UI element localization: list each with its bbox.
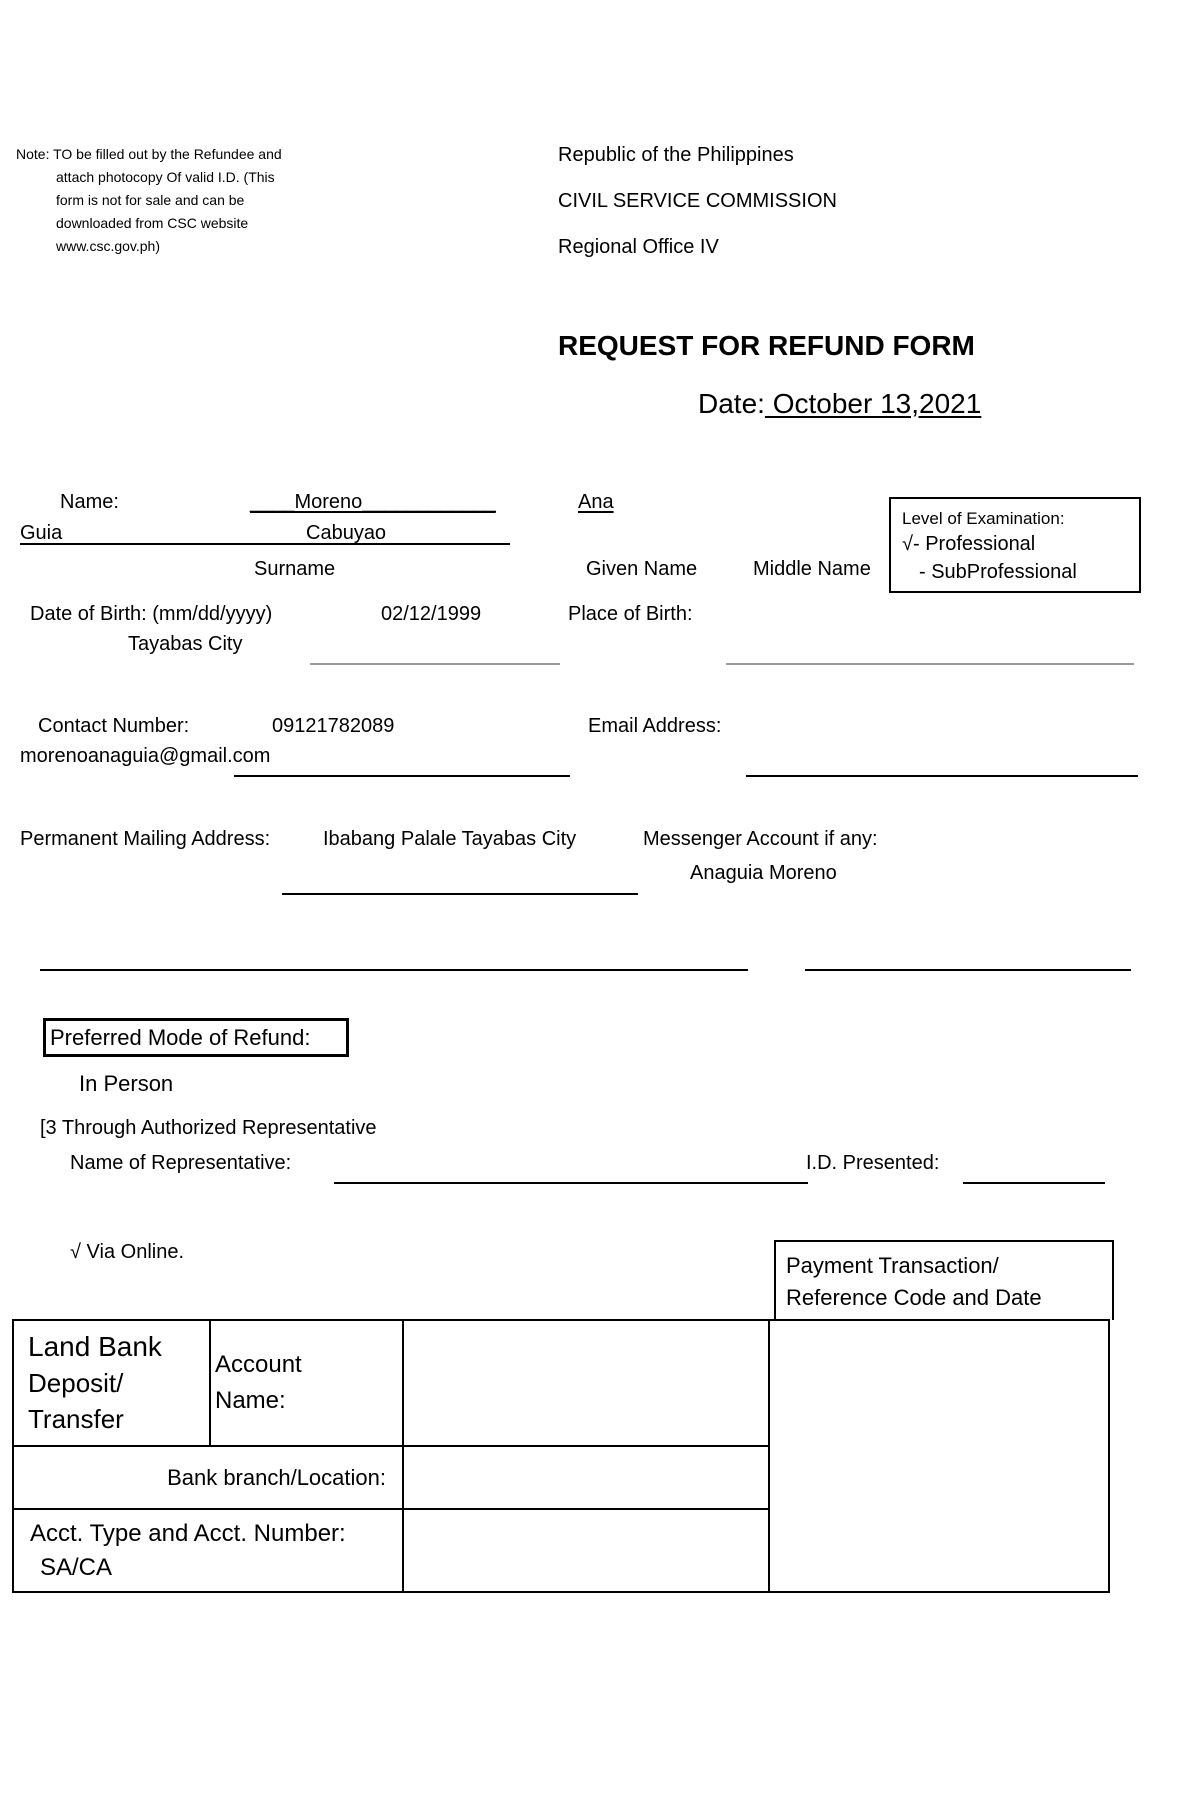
messenger-value: Anaguia Moreno: [690, 862, 837, 884]
land-bank-line: Deposit/: [28, 1368, 124, 1398]
account-name-line: Name:: [215, 1387, 286, 1414]
instruction-note: [16, 143, 282, 258]
examination-level-box: [889, 497, 1141, 593]
middle-name-caption: Middle Name: [753, 558, 871, 580]
exam-option-subprofessional[interactable]: - SubProfessional: [919, 561, 1077, 583]
pob-label: Place of Birth:: [568, 603, 693, 625]
date-field: [698, 388, 981, 420]
note-line: downloaded from CSC website: [56, 215, 249, 231]
note-line: Note: TO be filled out by the Refundee and: [16, 146, 282, 162]
date-value: October 13,2021: [764, 388, 982, 419]
branch-input[interactable]: [403, 1446, 769, 1509]
note-line: form is not for sale and can be: [56, 192, 245, 208]
acct-type-label: [14, 1517, 402, 1585]
bank-details-table: [12, 1319, 1110, 1593]
regional-office-label: Regional Office IV: [558, 236, 719, 258]
messenger-label: Messenger Account if any:: [643, 828, 878, 850]
address-label: Permanent Mailing Address:: [20, 828, 271, 850]
acct-type-label-cell: [13, 1509, 403, 1592]
blank-underline-1: [40, 969, 748, 971]
contact-label: Contact Number:: [38, 715, 190, 737]
id-presented-label: I.D. Presented:: [806, 1152, 940, 1174]
payment-line-2: Reference Code and Date: [786, 1285, 1042, 1310]
contact-value: 09121782089: [272, 715, 395, 737]
refund-option-authorized[interactable]: [3 Through Authorized Representative: [40, 1117, 377, 1139]
land-bank-cell: [13, 1320, 210, 1446]
representative-label: Name of Representative:: [70, 1152, 292, 1174]
pob-value: Tayabas City: [128, 633, 243, 655]
middle-name-value: Guia: [20, 522, 63, 544]
contact-underline: [234, 775, 570, 777]
acct-number-input[interactable]: [403, 1509, 769, 1592]
exam-option-professional[interactable]: √- Professional: [902, 533, 1036, 555]
dob-value: 02/12/1999: [381, 603, 482, 625]
account-name-input[interactable]: [403, 1320, 769, 1446]
republic-label: Republic of the Philippines: [558, 144, 794, 166]
land-bank-label: [14, 1329, 209, 1437]
given-name-caption: Given Name: [586, 558, 698, 580]
blank-underline-2: [805, 969, 1131, 971]
id-presented-underline: [963, 1182, 1105, 1184]
email-underline: [746, 775, 1138, 777]
payment-reference-input[interactable]: [769, 1320, 1109, 1592]
payment-reference-header: [774, 1240, 1114, 1320]
refund-mode-title: Preferred Mode of Refund:: [43, 1018, 349, 1057]
dob-underline: [310, 663, 560, 665]
address-value: Ibabang Palale Tayabas City: [323, 828, 577, 850]
address-underline: [282, 893, 638, 895]
note-line: www.csc.gov.ph): [56, 238, 160, 254]
refund-option-in-person[interactable]: In Person: [79, 1071, 174, 1096]
date-label: Date:: [698, 388, 765, 419]
name-label: Name:: [60, 491, 119, 513]
account-name-line: Account: [215, 1351, 302, 1378]
land-bank-line: Transfer: [28, 1404, 124, 1434]
branch-label: Bank branch/Location:: [167, 1464, 386, 1490]
pob-underline: [726, 663, 1134, 665]
representative-underline: [334, 1182, 808, 1184]
surname-caption: Surname: [254, 558, 336, 580]
account-name-label-cell: [210, 1320, 403, 1446]
refund-option-online[interactable]: √ Via Online.: [70, 1241, 185, 1263]
name-underline: [20, 543, 510, 545]
branch-label-cell: [13, 1446, 403, 1509]
dob-label: Date of Birth: (mm/dd/yyyy): [30, 603, 273, 625]
commission-label: CIVIL SERVICE COMMISSION: [558, 190, 837, 212]
account-name-label: [211, 1347, 402, 1419]
land-bank-line: Land Bank: [28, 1331, 162, 1362]
acct-type-line: Acct. Type and Acct. Number:: [30, 1519, 346, 1547]
email-value: morenoanaguia@gmail.com: [20, 745, 271, 767]
note-line: attach photocopy Of valid I.D. (This: [56, 169, 275, 185]
payment-line-1: Payment Transaction/: [786, 1253, 999, 1278]
surname-value: ____Moreno____________: [250, 491, 496, 513]
acct-type-line: SA/CA: [40, 1553, 113, 1581]
given-name-value: Ana: [578, 491, 614, 513]
exam-title: Level of Examination:: [902, 509, 1065, 528]
city-value: Cabuyao: [306, 522, 387, 544]
form-title: REQUEST FOR REFUND FORM: [558, 330, 975, 361]
email-label: Email Address:: [588, 715, 722, 737]
